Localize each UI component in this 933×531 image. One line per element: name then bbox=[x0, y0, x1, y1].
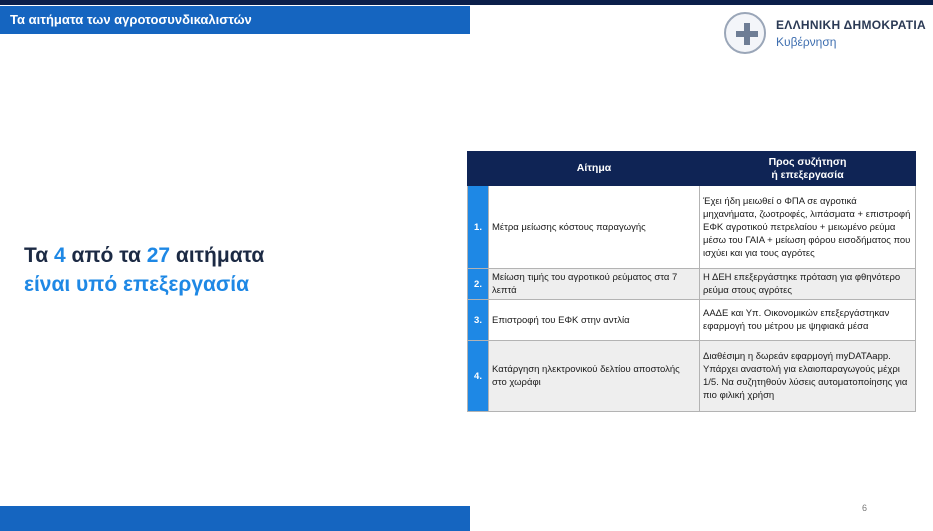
requests-table bbox=[467, 151, 916, 412]
headline-text: από τα bbox=[65, 244, 147, 267]
row-discussion: Η ΔΕΗ επεξεργάστηκε πρόταση για φθηνότερο ρεύμα στους αγρότες bbox=[700, 269, 916, 300]
row-discussion: Διαθέσιμη η δωρεάν εφαρμογή myDATAapp. Υπάρχει αναστολή για ελαιοπαραγωγούς μέχρι 1/5. Να συζητηθούν λύσεις αυτοματοποίησης για πιο φιλική χρήση bbox=[700, 341, 916, 412]
row-number: 2. bbox=[468, 269, 489, 300]
table-header-row bbox=[468, 152, 916, 186]
header-discussion bbox=[700, 152, 916, 186]
bottom-bar bbox=[0, 506, 470, 531]
row-request: Μείωση τιμής του αγροτικού ρεύματος στα 7 λεπτά bbox=[489, 269, 700, 300]
table-row bbox=[468, 186, 916, 269]
government-logo bbox=[724, 12, 929, 58]
headline-line-2: είναι υπό επεξεργασία bbox=[24, 273, 250, 296]
table-row bbox=[468, 269, 916, 300]
slide-title: Τα αιτήματα των αγροτοσυνδικαλιστών bbox=[10, 12, 252, 27]
row-request: Κατάργηση ηλεκτρονικού δελτίου αποστολής στο χωράφι bbox=[489, 341, 700, 412]
top-strip bbox=[0, 0, 933, 5]
headline-text: Τα bbox=[24, 244, 55, 267]
headline-text: αιτήματα bbox=[170, 244, 265, 267]
row-number: 1. bbox=[468, 186, 489, 269]
headline-number-4: 4 bbox=[54, 244, 66, 267]
logo-name: ΕΛΛΗΝΙΚΗ ΔΗΜΟΚΡΑΤΙΑ bbox=[776, 18, 926, 32]
headline bbox=[24, 241, 264, 299]
logo-subtitle: Κυβέρνηση bbox=[776, 35, 837, 49]
header-discussion-line-2: ή επεξεργασία bbox=[771, 168, 844, 181]
row-number: 3. bbox=[468, 300, 489, 341]
header-request: Αίτημα bbox=[489, 152, 700, 186]
header-discussion-line-1: Προς συζήτηση bbox=[768, 155, 847, 168]
row-number: 4. bbox=[468, 341, 489, 412]
row-discussion: ΑΑΔΕ και Υπ. Οικονομικών επεξεργάστηκαν εφαρμογή του μέτρου με ψηφιακά μέσα bbox=[700, 300, 916, 341]
row-discussion: Έχει ήδη μειωθεί ο ΦΠΑ σε αγροτικά μηχανήματα, ζωοτροφές, λιπάσματα + επιστροφή ΕΦΚ αγροτικού πετρελαίου + μειωμένο ρεύμα μέσω του ΓΑΙΑ + μείωση φόρου εισοδήματος που ισχύει και για τους αγρότες bbox=[700, 186, 916, 269]
row-request: Μέτρα μείωσης κόστους παραγωγής bbox=[489, 186, 700, 269]
greek-coat-of-arms-icon bbox=[724, 12, 766, 54]
slide-title-bar bbox=[0, 6, 470, 34]
row-request: Επιστροφή του ΕΦΚ στην αντλία bbox=[489, 300, 700, 341]
headline-number-27: 27 bbox=[146, 244, 171, 267]
headline-line-1 bbox=[24, 241, 264, 270]
table-row bbox=[468, 300, 916, 341]
header-num bbox=[468, 152, 489, 186]
page-number: 6 bbox=[862, 503, 868, 513]
table-row bbox=[468, 341, 916, 412]
